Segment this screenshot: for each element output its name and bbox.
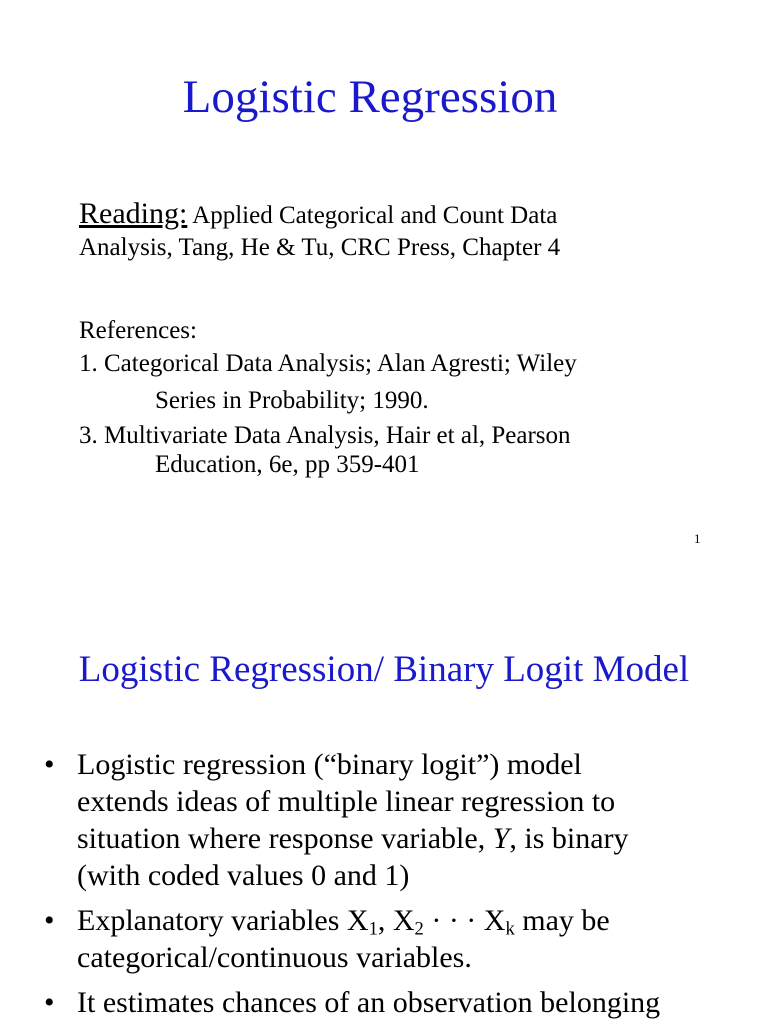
reference-1-line-2: Series in Probability; 1990.: [155, 387, 429, 414]
bullet-3-line-1: It estimates chances of an observation belonging: [77, 986, 661, 1019]
bullet-1-line-1: Logistic regression (“binary logit”) model: [77, 748, 582, 781]
reading-label: Reading:: [79, 197, 188, 230]
reference-2-line-1: 3. Multivariate Data Analysis, Hair et al, Pearson: [79, 422, 571, 449]
subscript-1: 1: [368, 918, 378, 940]
reference-1-line-1: 1. Categorical Data Analysis; Alan Agresti; Wiley: [79, 350, 577, 377]
bullet-2-pre: Explanatory variables X: [77, 904, 369, 937]
bullet-2-line-1: [77, 902, 610, 939]
bullet-1-marker: •: [44, 748, 55, 781]
bullet-3-marker: •: [44, 986, 55, 1019]
bullet-2-mid-1: , X: [377, 904, 415, 937]
slide-title: Logistic Regression: [182, 71, 558, 123]
subscript-k: k: [505, 918, 515, 940]
slide-2-title: Logistic Regression/ Binary Logit Model: [78, 649, 690, 690]
subscript-2: 2: [414, 918, 424, 940]
bullet-2-post: may be: [514, 904, 610, 937]
bullet-1-line-4: (with coded values 0 and 1): [77, 859, 410, 892]
bullet-1-line-3-pre: situation where response variable,: [77, 822, 493, 855]
reading-line-1: [79, 198, 557, 232]
bullet-2-marker: •: [44, 904, 55, 937]
response-variable: Y: [492, 822, 510, 855]
reading-text-1: Applied Categorical and Count Data: [187, 202, 558, 229]
bullet-2-mid-2: · · · X: [423, 904, 506, 937]
bullet-2-line-2: categorical/continuous variables.: [77, 941, 472, 974]
references-label: References:: [79, 317, 197, 344]
bullet-1-line-3-post: , is binary: [509, 822, 629, 855]
bullet-1-line-2: extends ideas of multiple linear regression to: [77, 785, 616, 818]
page-number: 1: [694, 531, 701, 546]
bullet-1-line-3: [77, 820, 629, 857]
reference-2-line-2: Education, 6e, pp 359-401: [155, 451, 420, 478]
reading-line-2: Analysis, Tang, He & Tu, CRC Press, Chapter 4: [79, 234, 561, 261]
